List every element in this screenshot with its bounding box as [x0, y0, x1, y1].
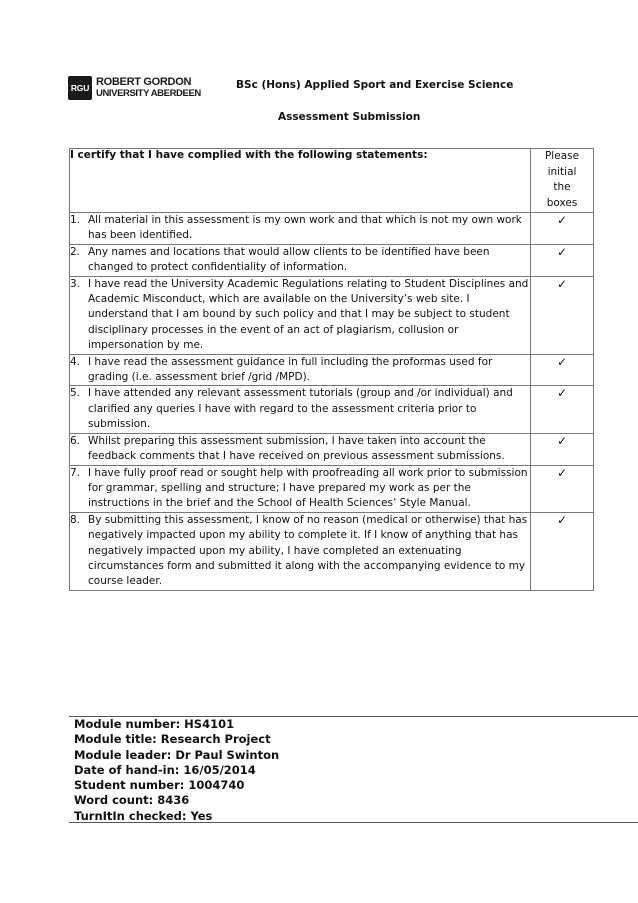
statement-row — [70, 433, 594, 465]
checkmark-icon: ✓ — [556, 213, 568, 227]
statement-cell — [70, 386, 531, 433]
initial-box[interactable] — [531, 512, 594, 590]
word-count: Word count: 8436 — [74, 793, 190, 808]
statement-number: 3. — [70, 277, 81, 290]
statement-text: I have fully proof read or sought help with proofreading all work prior to submission for grammar, spelling and structure; I have prepared my work as per the instructions in the brief and the School of Health Sciences’ Style Manual. — [88, 466, 528, 510]
statement-row — [70, 276, 594, 354]
declaration-statements — [70, 213, 594, 591]
declaration-header-row — [70, 149, 594, 213]
initial-boxes-heading — [531, 149, 594, 213]
statement-text: Any names and locations that would allow clients to be identified have been changed to protect confidentiality of information. — [88, 245, 490, 274]
module-title: Module title: Research Project — [74, 732, 271, 747]
initial-heading-line: initial — [547, 165, 577, 178]
logo-line-1: ROBERT GORDON — [96, 76, 192, 88]
initial-box[interactable] — [531, 386, 594, 433]
logo-badge: RGU — [68, 76, 92, 100]
statement-cell — [70, 512, 531, 590]
initial-box[interactable] — [531, 244, 594, 276]
statement-text: I have read the assessment guidance in full including the proformas used for grading (i.e. assessment brief /grid /MPD). — [88, 355, 493, 384]
statement-number: 7. — [70, 466, 81, 479]
logo-line-2: UNIVERSITY ABERDEEN — [96, 88, 201, 99]
statement-text: I have attended any relevant assessment tutorials (group and /or individual) and clarified any queries I have with regard to the assessment criteria prior to submission. — [88, 387, 513, 431]
submission-details — [74, 717, 279, 824]
statement-cell — [70, 213, 531, 245]
statement-number: 4. — [70, 355, 81, 368]
statement-row — [70, 244, 594, 276]
statement-cell — [70, 244, 531, 276]
turnitin-status: TurnItIn checked: Yes — [74, 808, 213, 823]
hand-in-date: Date of hand-in: 16/05/2014 — [74, 762, 256, 777]
statement-row — [70, 354, 594, 386]
statement-row — [70, 512, 594, 590]
checkmark-icon: ✓ — [556, 244, 568, 259]
statement-text: I have read the University Academic Regulations relating to Student Disciplines and Academic Misconduct, which are available on the University’s web site. I understand that I am bound by such policy and that I may be subject to student disciplinary processes in the event of an act of plagiarism, collusion or impersonation by me. — [88, 277, 529, 352]
checkmark-icon: ✓ — [556, 276, 568, 291]
initial-box[interactable] — [531, 354, 594, 386]
initial-box[interactable] — [531, 465, 594, 512]
student-number: Student number: 1004740 — [74, 778, 245, 793]
checkmark-icon: ✓ — [556, 354, 568, 369]
statement-number: 5. — [70, 387, 81, 400]
programme-title: BSc (Hons) Applied Sport and Exercise Science — [236, 79, 514, 91]
statement-number: 6. — [70, 434, 81, 447]
statement-number: 8. — [70, 513, 81, 526]
statement-text: All material in this assessment is my own work and that which is not my own work has been identified. — [88, 214, 522, 242]
module-number: Module number: HS4101 — [74, 717, 235, 731]
statement-text: Whilst preparing this assessment submission, I have taken into account the feedback comments that I have received on previous assessment submissions. — [88, 434, 505, 463]
statement-row — [70, 386, 594, 433]
statement-row — [70, 465, 594, 512]
document-title: Assessment Submission — [278, 111, 421, 123]
initial-box[interactable] — [531, 213, 594, 245]
logo-wordmark — [96, 77, 201, 99]
statement-cell — [70, 465, 531, 512]
initial-heading-line: the — [553, 181, 571, 193]
university-logo — [68, 74, 201, 102]
statement-number: 1. — [70, 214, 81, 226]
statement-text: By submitting this assessment, I know of no reason (medical or otherwise) that has negatively impacted upon my ability to complete it. If I know of anything that has negatively impacted upon my ability, I have completed an extenuating circumstances form and submitted it along with the accompanying evidence to my course leader. — [88, 513, 528, 588]
initial-heading-line: boxes — [546, 196, 578, 209]
statement-cell — [70, 354, 531, 386]
initial-box[interactable] — [531, 433, 594, 465]
declaration-table — [69, 148, 594, 591]
statement-cell — [70, 433, 531, 465]
module-leader: Module leader: Dr Paul Swinton — [74, 747, 280, 762]
initial-heading-line: Please — [544, 150, 580, 162]
details-bottom-rule — [69, 822, 638, 823]
certify-heading: I certify that I have complied with the following statements: — [70, 149, 531, 213]
checkmark-icon: ✓ — [556, 386, 568, 401]
checkmark-icon: ✓ — [556, 465, 568, 480]
statement-row — [70, 213, 594, 245]
checkmark-icon: ✓ — [556, 433, 568, 448]
checkmark-icon: ✓ — [556, 512, 568, 527]
statement-number: 2. — [70, 245, 81, 258]
statement-cell — [70, 276, 531, 354]
initial-box[interactable] — [531, 276, 594, 354]
